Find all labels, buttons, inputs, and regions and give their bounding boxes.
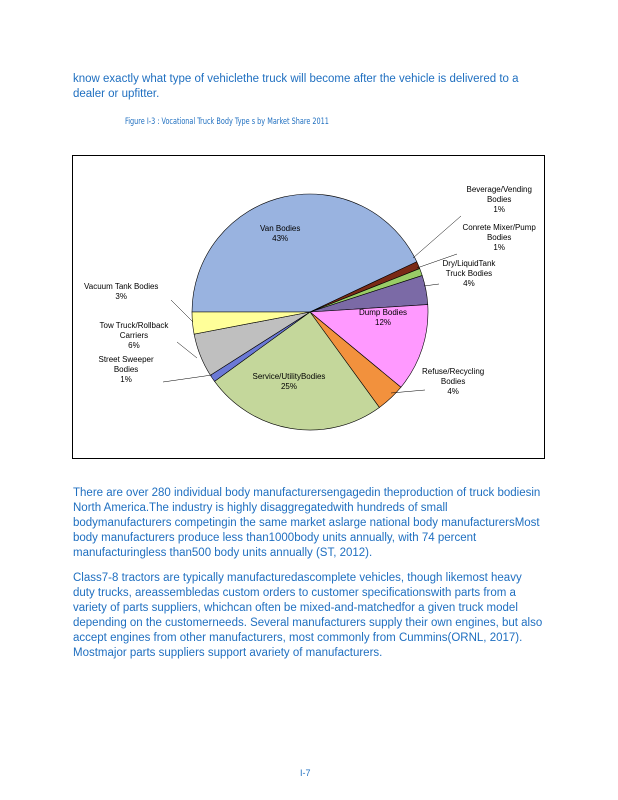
slice-label-line: Refuse/Recycling <box>422 367 485 376</box>
paragraph-body-manufacturers: There are over 280 individual body manufacturersengagedin theproduction of truck bodiesin North America.The industry is highly disaggregatedwith hundreds of small bodymanufacturers competingin the same market aslarge national body manufacturersMost body manufacturers produce less than1000body units annually, with 74 percent manufacturingless than500 body units annually (ST, 2012). <box>73 487 541 559</box>
slice-label-line: Bodies <box>440 377 466 386</box>
slice-label-line: Beverage/Vending <box>466 185 532 194</box>
slice-label-line: Bodies <box>486 195 512 204</box>
slice-label-line: Dump Bodies <box>359 308 408 317</box>
slice-label-line: 1% <box>493 243 505 252</box>
slice-label-beverage-vending-bodies <box>467 185 532 215</box>
slice-label-line: 43% <box>272 234 289 243</box>
figure-caption: Figure I-3 : Vocational Truck Body Type s by Market Share 2011 <box>125 117 329 127</box>
slice-label-dry-liquidtank-truck-bodies <box>443 259 496 289</box>
slice-label-service-utilitybodies <box>253 372 326 392</box>
slice-label-line: 25% <box>280 382 297 391</box>
leader-line-beverage-vending-bodies <box>413 216 461 258</box>
slice-label-street-sweeper-bodies <box>99 355 154 385</box>
leader-line-tow-truck-rollback-carriers <box>177 342 197 358</box>
slice-label-line: 12% <box>375 318 392 327</box>
leader-line-dry-liquidtank-truck-bodies <box>424 284 439 286</box>
slice-label-line: 1% <box>120 375 132 384</box>
leader-line-street-sweeper-bodies <box>163 375 212 382</box>
leader-line-vacuum-tank-bodies <box>171 300 193 322</box>
slice-label-van-bodies <box>260 224 300 244</box>
pie-chart <box>72 155 545 459</box>
slice-label-line: Van Bodies <box>260 224 301 233</box>
slice-label-line: 3% <box>115 292 127 301</box>
slice-label-line: Vacuum Tank Bodies <box>84 282 159 291</box>
slice-label-line: Dry/LiquidTank <box>442 259 496 268</box>
slice-label-line: Carriers <box>119 331 149 340</box>
slice-label-dump-bodies <box>359 308 407 328</box>
slice-label-line: Bodies <box>486 233 512 242</box>
slice-label-line: Street Sweeper <box>98 355 154 364</box>
slice-label-vacuum-tank-bodies <box>84 282 158 302</box>
slice-label-line: 4% <box>447 387 459 396</box>
page-number: I-7 <box>300 768 311 778</box>
slice-label-conrete-mixer-pump-bodies <box>463 223 536 253</box>
slice-label-line: Tow Truck/Rollback <box>99 321 169 330</box>
paragraph-tractors: Class7-8 tractors are typically manufacturedascomplete vehicles, though likemost heavy duty trucks, areassembledas custom orders to customer specificationswith parts from a variety of parts suppliers, whichcan often be mixed-and-matchedfor a given truck model depending on the customerneeds. Several manufacturers supply their own engines, but also accept engines from other manufacturers, most commonly from Cummins(ORNL, 2017). Mostmajor parts suppliers support avariety of manufacturers. <box>73 572 543 659</box>
slice-label-line: Conrete Mixer/Pump <box>462 223 536 232</box>
slice-label-tow-truck-rollback-carriers <box>100 321 169 351</box>
slice-label-line: 1% <box>493 205 505 214</box>
slice-label-line: Bodies <box>113 365 139 374</box>
slice-label-line: Service/UtilityBodies <box>252 372 326 381</box>
slice-label-line: Truck Bodies <box>445 269 493 278</box>
slice-label-line: 4% <box>463 279 475 288</box>
intro-text: know exactly what type of vehiclethe truck will become after the vehicle is delivered to a dealer or upfitter. <box>73 73 519 100</box>
slice-label-line: 6% <box>128 341 140 350</box>
slice-label-refuse-recycling-bodies <box>422 367 484 397</box>
